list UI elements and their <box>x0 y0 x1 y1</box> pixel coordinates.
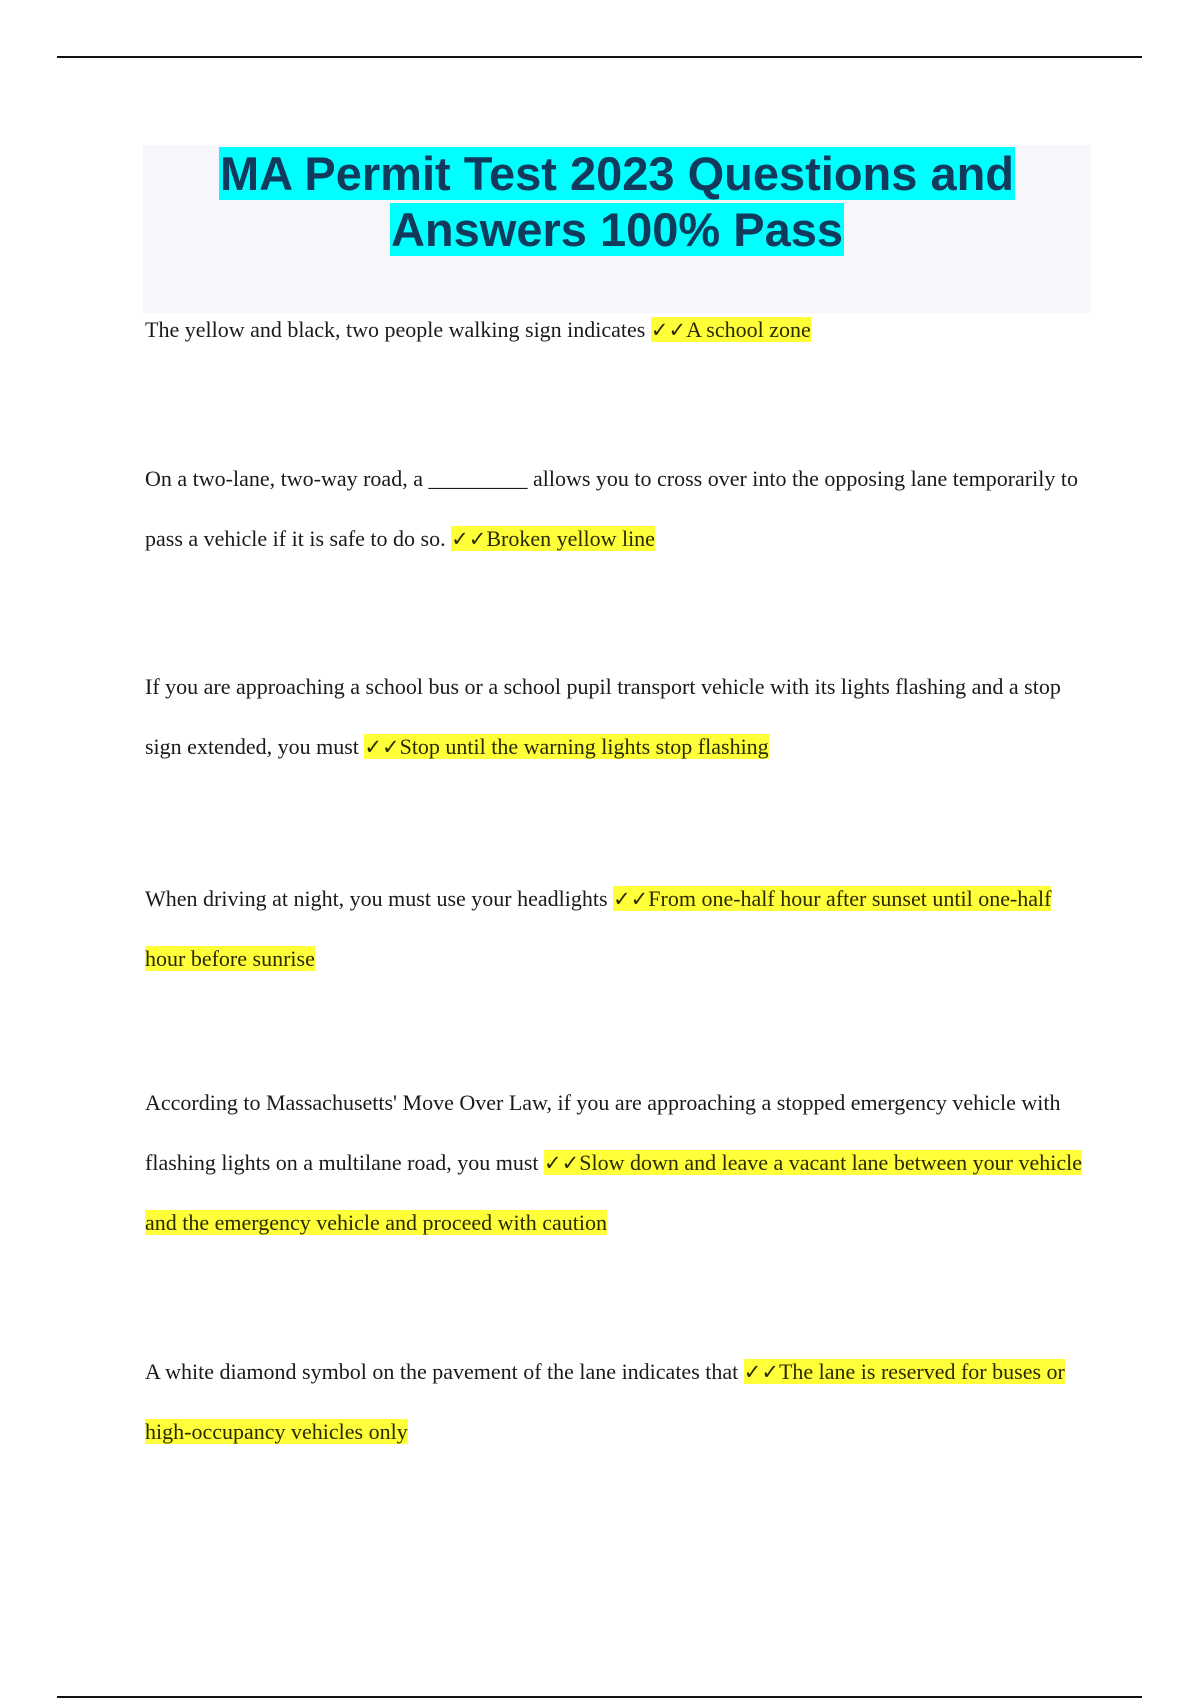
check-mark-icon: ✓✓ <box>544 1151 580 1175</box>
answer-text: A school zone <box>686 317 811 342</box>
check-mark-icon: ✓✓ <box>743 1360 779 1384</box>
question-text: According to Massachusetts' Move Over Law, if you are approaching a stopped emergency vehicle with flashing lights on a multilane road, you must <box>145 1090 1061 1175</box>
question-text: The yellow and black, two people walking sign indicates <box>145 317 646 342</box>
title-block <box>143 145 1091 313</box>
qa-item-3 <box>145 657 1090 777</box>
qa-item-2 <box>145 449 1090 569</box>
answer-highlight <box>651 317 811 342</box>
check-mark-icon: ✓✓ <box>451 527 487 551</box>
answer-text: Broken yellow line <box>486 526 655 551</box>
qa-item-6 <box>145 1342 1090 1462</box>
answer-text: From one-half hour after sunset until one-half hour before sunrise <box>145 886 1052 971</box>
top-rule <box>57 56 1142 58</box>
answer-highlight <box>364 734 768 759</box>
qa-item-1 <box>145 300 1090 360</box>
check-mark-icon: ✓✓ <box>650 318 687 342</box>
answer-highlight <box>451 526 655 551</box>
question-text: A white diamond symbol on the pavement of the lane indicates that <box>145 1359 739 1384</box>
answer-text: Stop until the warning lights stop flashing <box>399 734 769 759</box>
question-text: When driving at night, you must use your headlights <box>145 886 608 911</box>
check-mark-icon: ✓✓ <box>613 887 649 911</box>
question-text: On a two-lane, two-way road, a _________ allows you to cross over into the opposing lane temporarily to pass a vehicle if it is safe to do so. <box>145 466 1078 551</box>
bottom-rule <box>57 1696 1142 1698</box>
title-line-2: Answers 100% Pass <box>390 203 843 256</box>
answer-text: The lane is reserved for buses or high-occupancy vehicles only <box>145 1359 1065 1444</box>
qa-item-5 <box>145 1073 1090 1253</box>
title-line-1: MA Permit Test 2023 Questions and <box>220 147 1014 200</box>
document-title <box>143 145 1091 258</box>
question-text: If you are approaching a school bus or a school pupil transport vehicle with its lights flashing and a stop sign extended, you must <box>145 674 1061 759</box>
qa-item-4 <box>145 869 1090 989</box>
answer-text: Slow down and leave a vacant lane between your vehicle and the emergency vehicle and proceed with caution <box>145 1150 1082 1235</box>
check-mark-icon: ✓✓ <box>364 735 400 759</box>
